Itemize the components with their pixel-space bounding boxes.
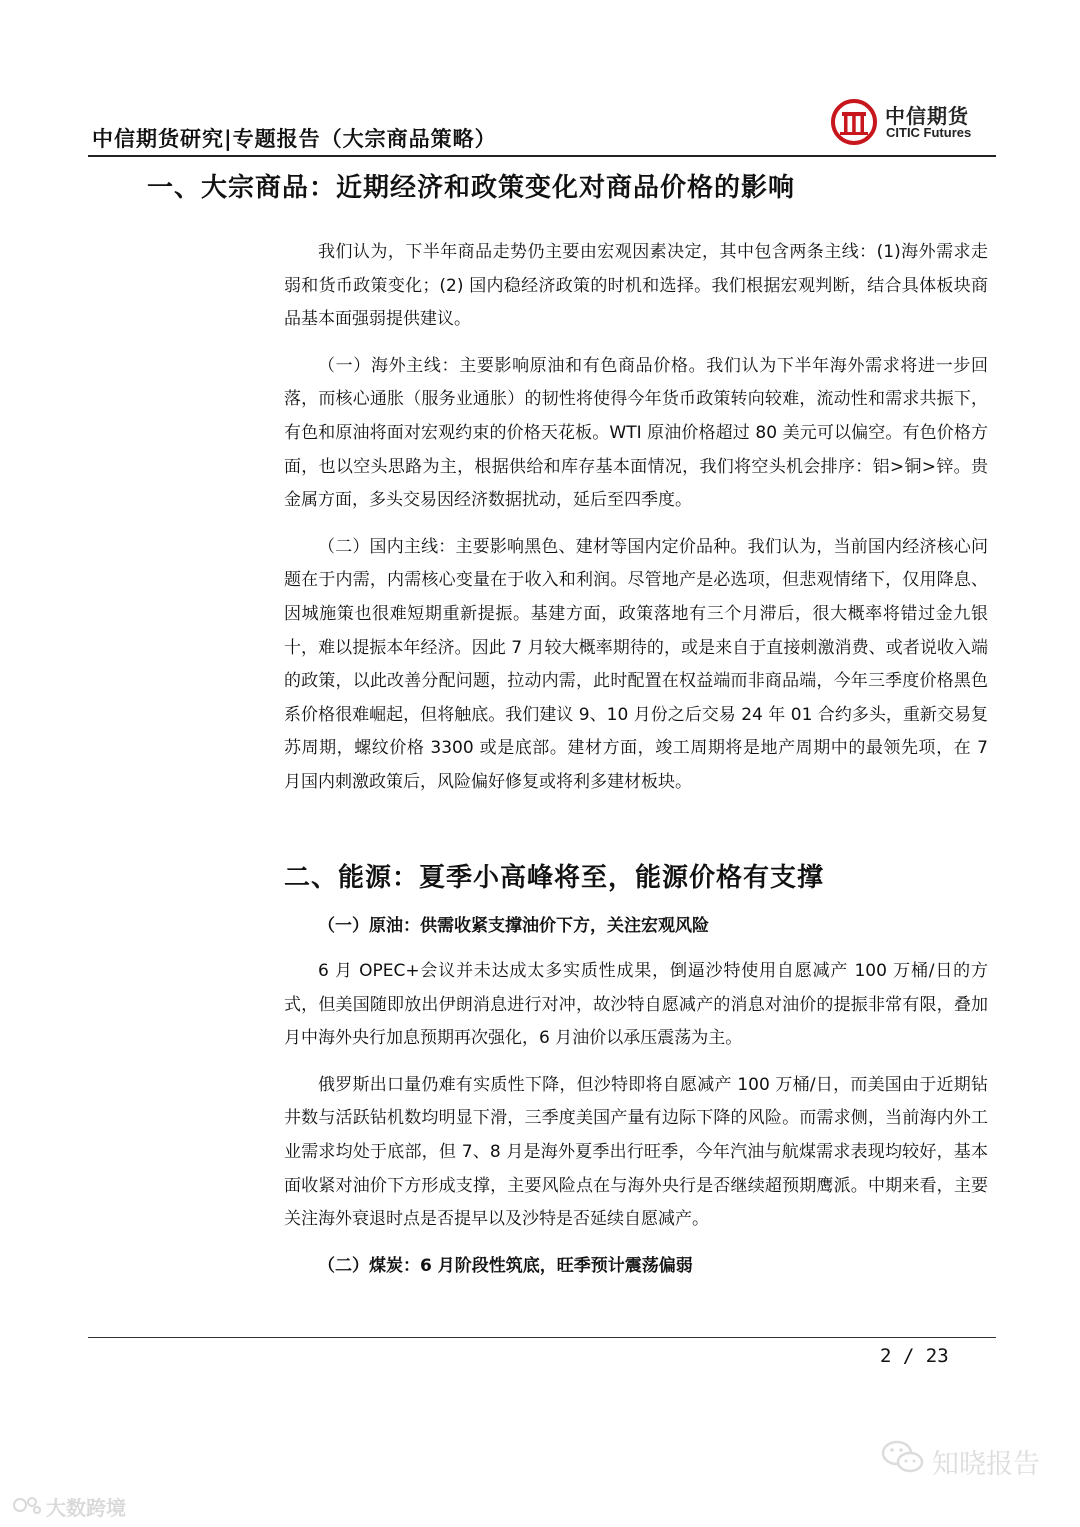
section-1-paragraph-3: （二）国内主线：主要影响黑色、建材等国内定价品种。我们认为，当前国内经济核心问题在于内需，内需核心变量在于收入和利润。尽管地产是必选项，但悲观情绪下，仅用降息、因城施策也很难短期重新提振。基建方面，政策落地有三个月滞后，很大概率将错过金九银十，难以提振本年经济。因此 7 月较大概率期待的，或是来自于直接刺激消费、或者说收入端的政策，以此改善分配问题，拉动内需，此时配置在权益端而非商品端，今年三季度价格黑色系价格很难崛起，但将触底。我们建议 9、10 月份之后交易 24 年 01 合约多头，重新交易复苏周期，螺纹价格 3300 或是底部。建材方面，竣工周期将是地产周期中的最领先项，在 7 月国内刺激政策后，风险偏好修复或将利多建材板块。 bbox=[284, 536, 988, 792]
watermark-logo-icon bbox=[12, 1492, 42, 1518]
citic-logo-icon bbox=[830, 98, 878, 146]
section-2-subtitle-crude-oil: （一）原油：供需收紧支撑油价下方，关注宏观风险 bbox=[318, 915, 709, 936]
page-number: 2 / 23 bbox=[880, 1345, 949, 1367]
watermark-right-text: 知晓报告 bbox=[932, 1449, 1040, 1480]
section-1-title: 一、大宗商品：近期经济和政策变化对商品价格的影响 bbox=[147, 173, 796, 203]
section-2-title: 二、能源：夏季小高峰将至，能源价格有支撑 bbox=[284, 862, 825, 893]
logo-chinese-text: 中信期货 bbox=[885, 104, 969, 128]
section-2-subtitle-coal: （二）煤炭：6 月阶段性筑底，旺季预计震荡偏弱 bbox=[318, 1255, 693, 1276]
section-1-paragraph-2: （一）海外主线：主要影响原油和有色商品价格。我们认为下半年海外需求将进一步回落，而核心通胀（服务业通胀）的韧性将使得今年货币政策转向较难，流动性和需求共振下，有色和原油将面对宏观约束的价格天花板。WTI 原油价格超过 80 美元可以偏空。有色价格方面，也以空头思路为主，根据供给和库存基本面情况，我们将空头机会排序：铝>铜>锌。贵金属方面，多头交易因经济数据扰动，延后至四季度。 bbox=[284, 355, 988, 511]
citic-futures-logo bbox=[830, 98, 990, 148]
report-header-title: 中信期货研究|专题报告（大宗商品策略） bbox=[92, 127, 497, 151]
report-body bbox=[147, 168, 988, 1283]
header-rule bbox=[88, 155, 996, 157]
logo-english-text: CITIC Futures bbox=[886, 125, 972, 140]
footer-rule bbox=[88, 1337, 996, 1338]
section-2-paragraph-2: 俄罗斯出口量仍难有实质性下降，但沙特即将自愿减产 100 万桶/日，而美国由于近期钻井数与活跃钻机数均明显下滑，三季度美国产量有边际下降的风险。而需求侧，当前海内外工业需求均处于底部，但 7、8 月是海外夏季出行旺季，今年汽油与航煤需求表现均较好，基本面收紧对油价下方形成支撑，主要风险点在与海外央行是否继续超预期鹰派。中期来看，主要关注海外衰退时点是否提早以及沙特是否延续自愿减产。 bbox=[284, 1074, 988, 1230]
section-2-paragraph-1: 6 月 OPEC+会议并未达成太多实质性成果，倒逼沙特使用自愿减产 100 万桶/日的方式，但美国随即放出伊朗消息进行对冲，故沙特自愿减产的消息对油价的提振非常有限，叠加月中海外央行加息预期再次强化，6 月油价以承压震荡为主。 bbox=[284, 961, 988, 1049]
section-1-paragraph-1: 我们认为，下半年商品走势仍主要由宏观因素决定，其中包含两条主线：(1)海外需求走弱和货币政策变化；(2) 国内稳经济政策的时机和选择。我们根据宏观判断，结合具体板块商品基本面强弱提供建议。 bbox=[284, 242, 988, 330]
watermark-left-text: 大数跨境 bbox=[46, 1496, 126, 1520]
wechat-icon bbox=[880, 1438, 926, 1476]
